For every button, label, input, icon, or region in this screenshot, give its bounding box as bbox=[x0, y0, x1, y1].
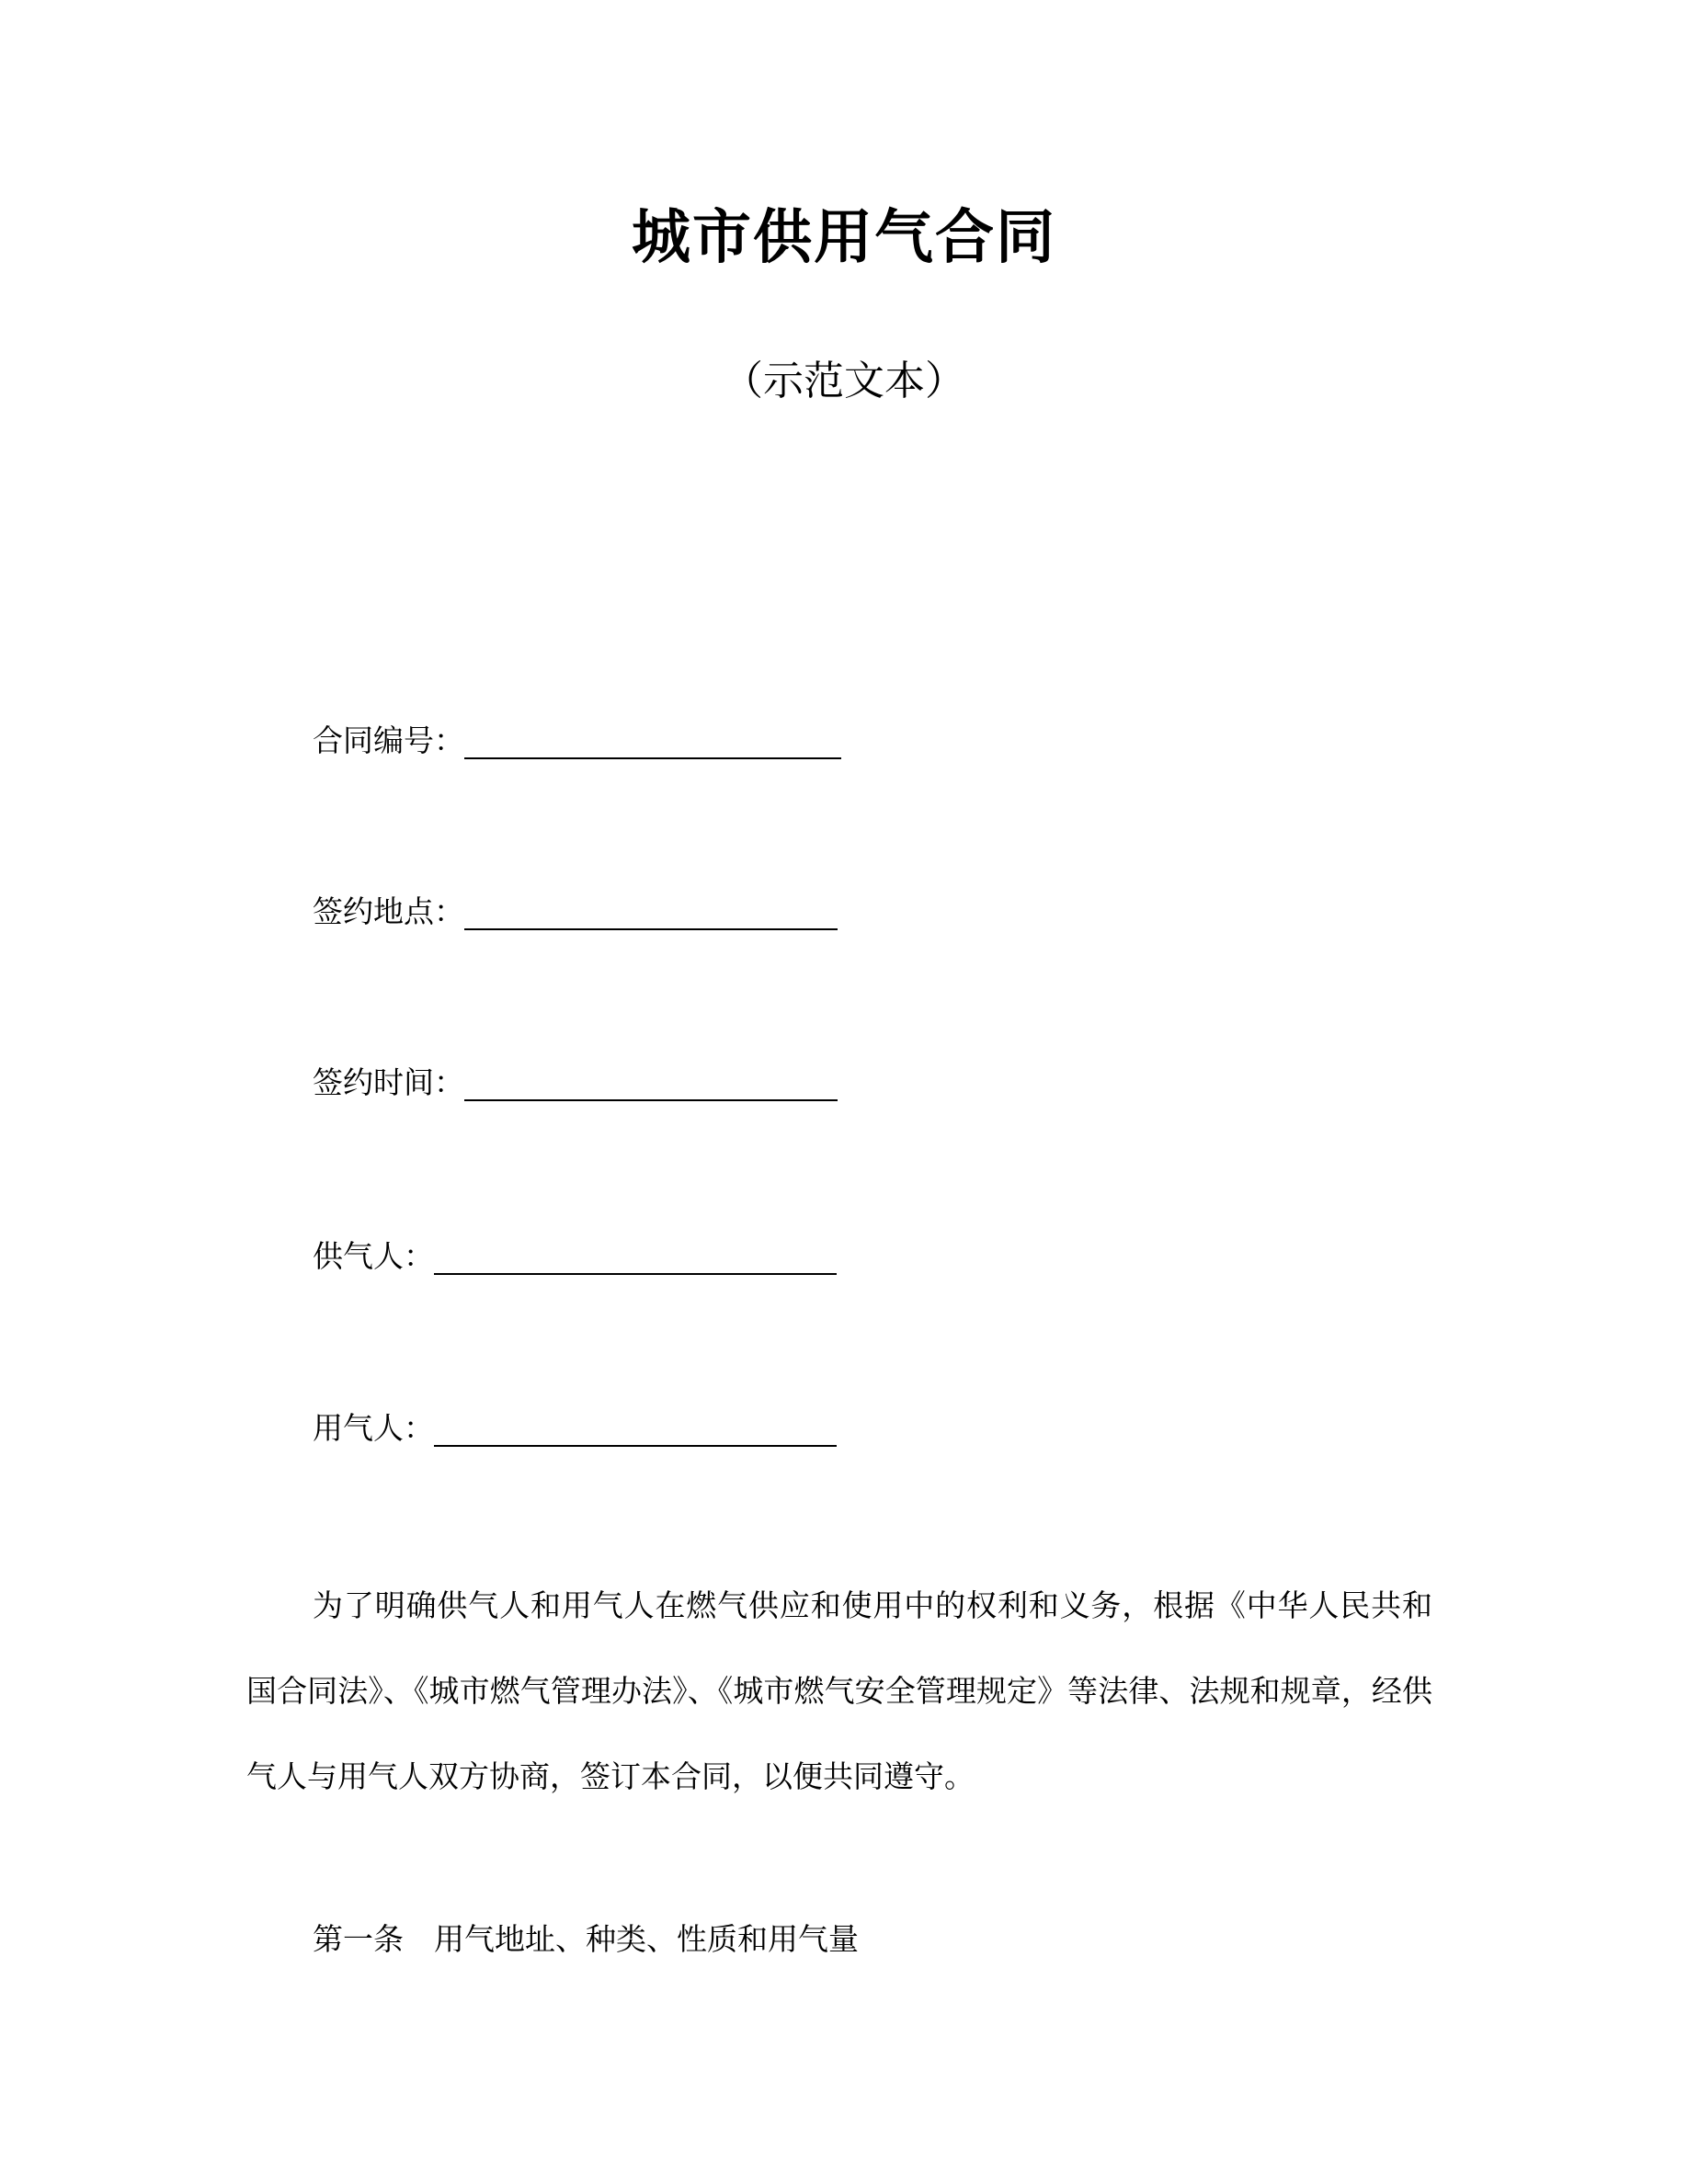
signing-place-blank[interactable] bbox=[464, 888, 838, 930]
signing-time-field bbox=[313, 1052, 838, 1107]
document-title: 城市供用气合同 bbox=[632, 204, 1056, 272]
supplier-field bbox=[313, 1225, 837, 1280]
user-field bbox=[313, 1397, 837, 1452]
contract-number-label: 合同编号： bbox=[313, 722, 464, 758]
article-1-heading: 第一条 用气地址、种类、性质和用气量 bbox=[313, 1921, 859, 1957]
signing-time-label: 签约时间： bbox=[313, 1064, 464, 1100]
user-label: 用气人： bbox=[313, 1410, 434, 1446]
supplier-label: 供气人： bbox=[313, 1238, 434, 1274]
document-subtitle: （示范文本） bbox=[723, 358, 965, 404]
supplier-blank[interactable] bbox=[434, 1233, 837, 1275]
contract-number-blank[interactable] bbox=[464, 717, 841, 759]
signing-time-blank[interactable] bbox=[464, 1059, 838, 1101]
signing-place-field bbox=[313, 881, 838, 936]
contract-number-field bbox=[313, 710, 841, 765]
signing-place-label: 签约地点： bbox=[313, 893, 464, 929]
user-blank[interactable] bbox=[434, 1405, 837, 1447]
preamble-paragraph: 为了明确供气人和用气人在燃气供应和使用中的权利和义务，根据《中华人民共和国合同法》、《城市燃气管理办法》、《城市燃气安全管理规定》等法律、法规和规章，经供气人与用气人双方协商，签订本合同，以便共同遵守。 bbox=[246, 1587, 1432, 1794]
